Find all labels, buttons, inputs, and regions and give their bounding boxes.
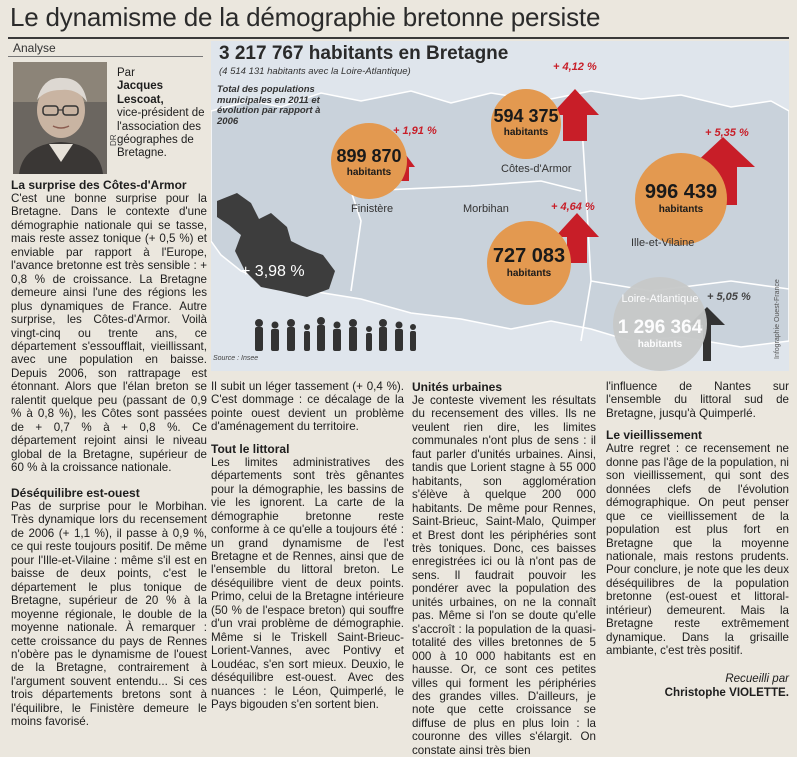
infographic-title: 3 217 767 habitants en Bretagne <box>219 43 509 64</box>
subhead-desequilibre: Déséquilibre est-ouest <box>11 486 140 500</box>
bubble-cotes-armor: 594 375 habitants <box>491 89 561 159</box>
signature-name: Christophe VIOLETTE. <box>664 686 789 699</box>
infographic-legend: Total des populations municipales en 2011 et évolution par rapport à 2006 <box>217 84 321 127</box>
bubble-loire-atlantique: Loire-Atlantique 1 296 364 habitants <box>613 277 707 371</box>
dept-cotes-armor: Côtes-d'Armor <box>501 163 572 175</box>
growth-cotes-armor: + 4,12 % <box>553 61 597 73</box>
population-silhouettes <box>255 317 416 351</box>
author-photo <box>13 62 107 174</box>
subhead-vieillissement: Le vieillissement <box>606 428 703 443</box>
byline <box>117 67 207 161</box>
growth-finistere: + 1,91 % <box>393 125 437 137</box>
article-column-1b <box>11 486 207 729</box>
bubble-morbihan: 727 083 habitants <box>487 221 571 305</box>
article-column-2 <box>211 380 404 711</box>
infographic-credit: Infographie Ouest-France <box>774 279 781 359</box>
author-role: vice-président de l'association des géographes de Bretagne. <box>117 107 205 160</box>
paragraph-tassement: Il subit un léger tassement (+ 0,4 %). C'est dommage : ce décalage de la pointe ouest devient un problème d'aménagement du territoire. <box>211 380 404 434</box>
byline-by: Par <box>117 67 135 79</box>
growth-loire-atlantique: + 5,05 % <box>707 291 751 303</box>
dept-ille-et-vilaine: Ille-et-Vilaine <box>631 237 695 249</box>
growth-ille-et-vilaine: + 5,35 % <box>705 127 749 139</box>
article-column-4 <box>606 380 789 658</box>
paragraph-surprise: C'est une bonne surprise pour la Bretagne. Dans le contexte d'une démographie nationale qui se tasse, mais reste assez tonique (+ 0,5 %) et enviable par rapport à l'Europe, l'avance bretonne est très sensible : + 0,8 % de croissance. La Bretagne demeure ainsi l'une des régions les plus dynamiques de France. Autre surprise, les Côtes-d'Armor. Voilà vingt-cinq ou trente ans, ce département s'essoufflait, vieillissant, avec une population en baisse. Depuis 2006, son rattrapage est étonnant. Alors que l'élan breton se ralentit quelque peu (passant de 0,9 % à 0,8 %), les Côtes sont passées de + 0,7 % à + 0,8 %. Ce département rejoint ainsi le niveau global de la Bretagne, supérieur de 60 % à la croissance nationale. <box>11 192 207 475</box>
author-name-first: Jacques <box>117 80 164 93</box>
author-name-last: Lescoat, <box>117 93 164 106</box>
subhead-unites-urbaines: Unités urbaines <box>412 380 503 394</box>
dept-morbihan: Morbihan <box>463 203 509 215</box>
paragraph-desequilibre: Pas de surprise pour le Morbihan. Très dynamique lors du recensement de 2006 (+ 1,1 %), il passe à 0,9 %, ce qui reste toujours positif. De même pour l'Ille-et-Vilaine : même s'il est en baisse de deux points, c'est le département le plus tonique de Bretagne, supérieur de 20 % à la moyenne régionale, le double de la moyenne nationale. À remarquer : cette croissance du pays de Rennes n'obère pas le dynamisme de l'ouest de la Bretagne, contrairement à l'argument souvent entendu... Si ces trois départements bretons sont à l'équilibre, le Finistère demeure le moins favorisé. <box>11 500 207 729</box>
paragraph-vieillissement: Autre regret : ce recensement ne donne pas l'âge de la population, ni son vieillissement, qui sont des données clefs de l'évolution démographique. On peut penser que ce vieillissement de la population est plus fort en Bretagne que la moyenne nationale, mais restons prudents. Pour conclure, je note que les deux déséquilibres de la population bretonne (est-ouest et littoral-intérieur) demeurent. Mais la Bretagne reste extrêmement dynamique. Dans la grisaille ambiante, c'est très positif. <box>606 442 789 658</box>
photo-credit: DR <box>109 134 118 146</box>
subhead-littoral: Tout le littoral <box>211 441 290 456</box>
bubble-finistere: 899 870 habitants <box>331 123 407 199</box>
subhead-surprise: La surprise des Côtes-d'Armor <box>11 178 187 192</box>
headline: Le dynamisme de la démographie bretonne persiste <box>10 2 601 32</box>
signature-recueilli: Recueilli par <box>725 672 789 685</box>
article-column-1 <box>11 178 207 475</box>
headline-rule <box>8 37 789 39</box>
paragraph-littoral: Les limites administratives des départements sont très gênantes pour la démographie, les bassins de vie les ignorent. La carte de la démographie bretonne reste conforme à ce qu'elle a toujours été : un grand dynamisme de l'est Bretagne et de Rennes, ainsi que de l'ensemble du littoral breton. Le déséquilibre vient de deux points. Primo, celui de la Bretagne intérieure (50 % de l'espace breton) qui souffre d'un vrai problème de démographie. Même si le Triskell Saint-Brieuc-Lorient-Vannes, avec Pontivy et Loudéac, s'en sort mieux. Deuxio, le déséquilibre est-ouest. Avec des nuances : le Léon, Quimperlé, le Pays bigouden s'en sortent bien. <box>211 455 404 711</box>
infographic-subtitle: (4 514 131 habitants avec la Loire-Atlantique) <box>219 66 411 77</box>
growth-total-bretagne: + 3,98 % <box>241 263 305 280</box>
paragraph-unites-urbaines: Je conteste vivement les résultats du recensement des villes. Ils ne veulent rien dire, les limites communales n'ont plus de sens : il faut parler d'unités urbaines. Ainsi, tandis que Lorient stagne à 55 000 habitants, son agglomération s'élève à quelque 200 000 habitants. De même pour Rennes, Saint-Brieuc, Saint-Malo, Quimper et Brest dont les périphéries sont très toniques. Donc, ces baisses enregistrées ici ou là n'ont pas de sens. Il faudrait pouvoir les pondérer avec la population des unités urbaines, on ne la connaît pas. Même si l'on se doute qu'elle s'accroît : la population de la quasi-totalité des villes bretonnes de 5 000 à 10 000 habitants est en hausse. Or, ce sont ces petites villes qui forment les périphéries des grandes villes. D'ailleurs, je note que cette croissance se diffuse de plus en plus loin : la couronne des villes s'élargit. On constate ainsi très bien <box>412 394 596 757</box>
section-rule <box>8 56 203 57</box>
growth-morbihan: + 4,64 % <box>551 201 595 213</box>
signature <box>606 672 789 700</box>
paragraph-nantes: l'influence de Nantes sur l'ensemble du littoral sud de Bretagne, jusqu'à Quimperlé. <box>606 380 789 420</box>
dept-finistere: Finistère <box>351 203 394 215</box>
article-column-3 <box>412 380 596 757</box>
infographic-source: Source : Insee <box>213 355 259 362</box>
section-tag: Analyse <box>13 41 56 55</box>
bubble-ille-et-vilaine: 996 439 habitants <box>635 153 727 245</box>
infographic <box>211 41 789 371</box>
